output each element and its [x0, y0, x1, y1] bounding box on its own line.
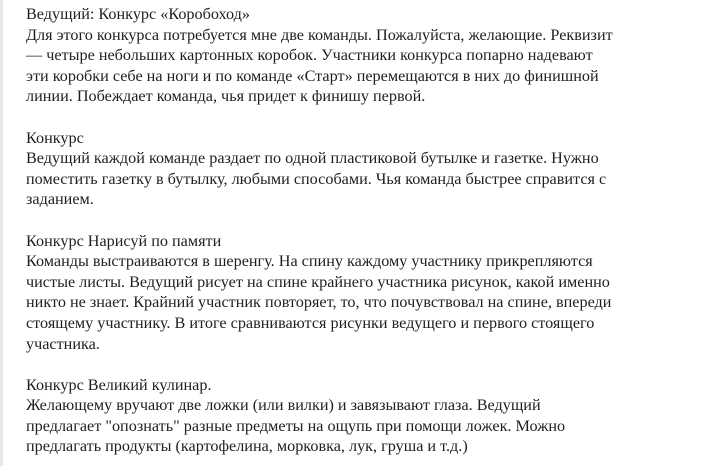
text-line: чистые листы. Ведущий рисует на спине крайнего участника рисунок, какой именно [26, 272, 610, 291]
section-title: Ведущий: Конкурс «Коробоход» [26, 5, 250, 23]
text-line: участника. [26, 334, 100, 353]
section-bottle [26, 128, 694, 210]
text-line: предлагать продукты (картофелина, морковка, лук, груша и т.д.) [26, 437, 468, 456]
section-draw-from-memory [26, 231, 694, 355]
section-title: Конкурс Великий кулинар. [26, 375, 212, 394]
text-line: заданием. [26, 190, 94, 209]
text-line: никто не знает. Крайний участник повторяет, то, что почувствовал на спине, впереди [26, 293, 612, 312]
section-title: Конкурс Нарисуй по памяти [26, 231, 222, 250]
text-line: линии. Побеждает команда, чья придет к финишу первой. [26, 87, 426, 106]
text-line: стоящему участнику. В итоге сравниваются рисунки ведущего и первого стоящего [26, 313, 595, 332]
section-title: Конкурс [26, 128, 84, 147]
paragraph-gap [26, 210, 694, 231]
text-line: предлагает "опознать" разные предметы на ощупь при помощи ложек. Можно [26, 416, 566, 435]
paragraph-gap [26, 354, 694, 375]
text-line: эти коробки себе на ноги и по команде «Старт» перемещаются в них до финишной [26, 66, 599, 85]
text-line: поместить газетку в бутылку, любыми способами. Чья команда быстрее справится с [26, 169, 607, 188]
text-line: Желающему вручают две ложки (или вилки) и завязывают глаза. Ведущий [26, 396, 541, 415]
section-great-cook [26, 375, 694, 457]
text-line: Команды выстраиваются в шеренгу. На спину каждому участнику прикрепляются [26, 252, 593, 271]
paragraph-gap [26, 107, 694, 128]
text-line: Ведущий каждой команде раздает по одной пластиковой бутылке и газетке. Нужно [26, 149, 599, 168]
section-korobokhod [26, 4, 694, 107]
text-line: — четыре небольших картонных коробок. Участники конкурса попарно надевают [26, 46, 593, 65]
text-line: Для этого конкурса потребуется мне две команды. Пожалуйста, желающие. Реквизит [26, 25, 613, 44]
